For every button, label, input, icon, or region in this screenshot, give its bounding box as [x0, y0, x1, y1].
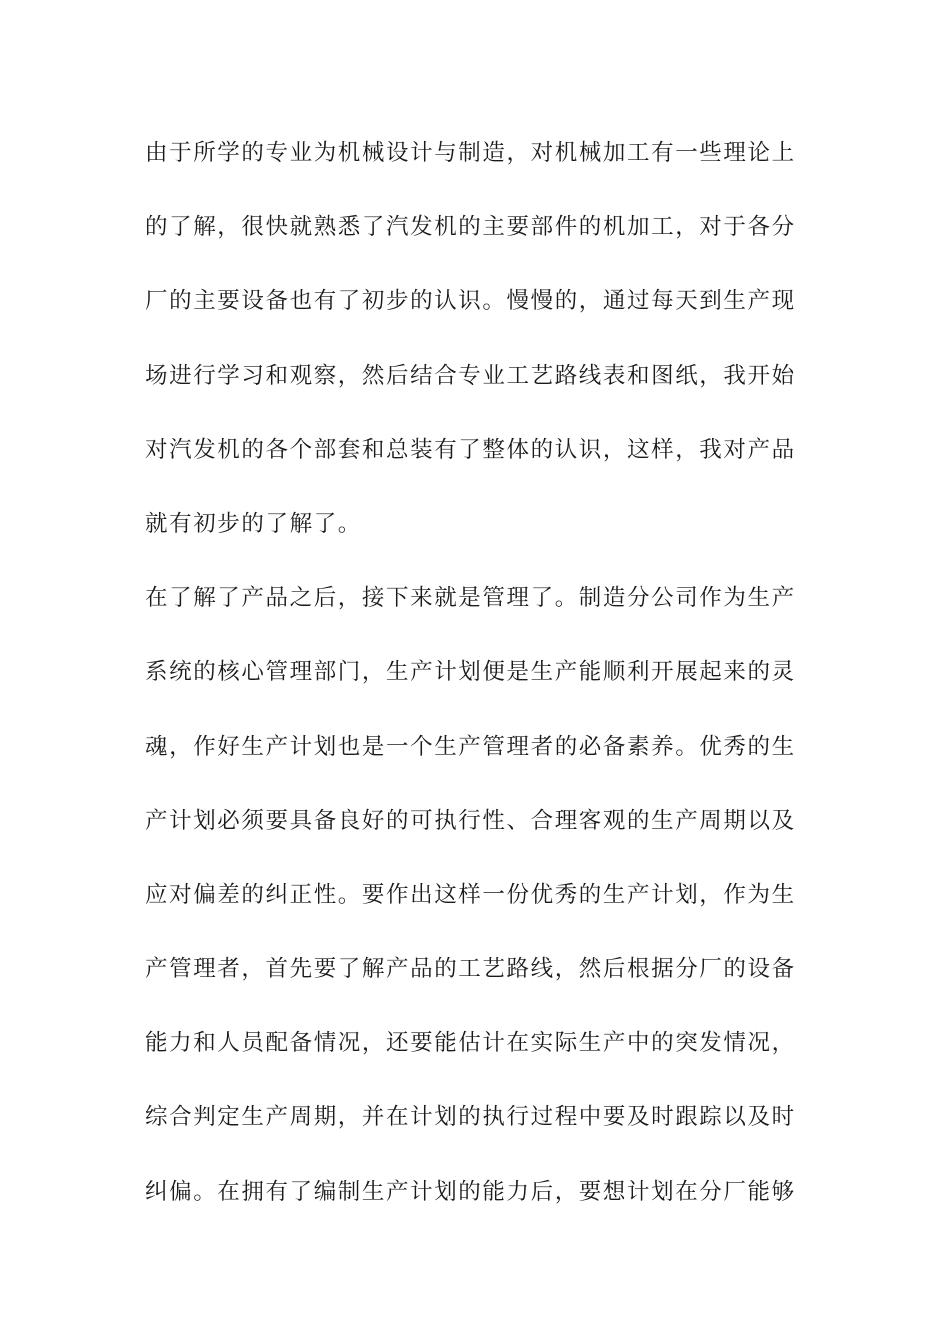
text-line: 就有初步的了解了。	[145, 510, 362, 537]
text-line: 的了解，很快就熟悉了汽发机的主要部件的机加工，对于各分	[145, 214, 796, 241]
text-line: 在了解了产品之后，接下来就是管理了。制造分公司作为生产	[145, 585, 796, 612]
text-line: 对汽发机的各个部套和总装有了整体的认识，这样，我对产品	[145, 436, 796, 463]
text-line: 魂，作好生产计划也是一个生产管理者的必备素养。优秀的生	[145, 733, 796, 760]
text-line: 应对偏差的纠正性。要作出这样一份优秀的生产计划，作为生	[145, 881, 796, 908]
text-line: 能力和人员配备情况，还要能估计在实际生产中的突发情况，	[145, 1030, 796, 1057]
body-text	[145, 127, 810, 1240]
text-line: 纠偏。在拥有了编制生产计划的能力后，要想计划在分厂能够	[145, 1178, 796, 1205]
text-line: 产管理者，首先要了解产品的工艺路线，然后根据分厂的设备	[145, 956, 796, 983]
text-line: 产计划必须要具备良好的可执行性、合理客观的生产周期以及	[145, 807, 796, 834]
text-line: 厂的主要设备也有了初步的认识。慢慢的，通过每天到生产现	[145, 288, 796, 315]
text-line: 场进行学习和观察，然后结合专业工艺路线表和图纸，我开始	[145, 362, 796, 389]
text-line: 综合判定生产周期，并在计划的执行过程中要及时跟踪以及时	[145, 1104, 796, 1131]
text-line: 系统的核心管理部门，生产计划便是生产能顺利开展起来的灵	[145, 659, 796, 686]
text-line: 由于所学的专业为机械设计与制造，对机械加工有一些理论上	[145, 140, 796, 166]
